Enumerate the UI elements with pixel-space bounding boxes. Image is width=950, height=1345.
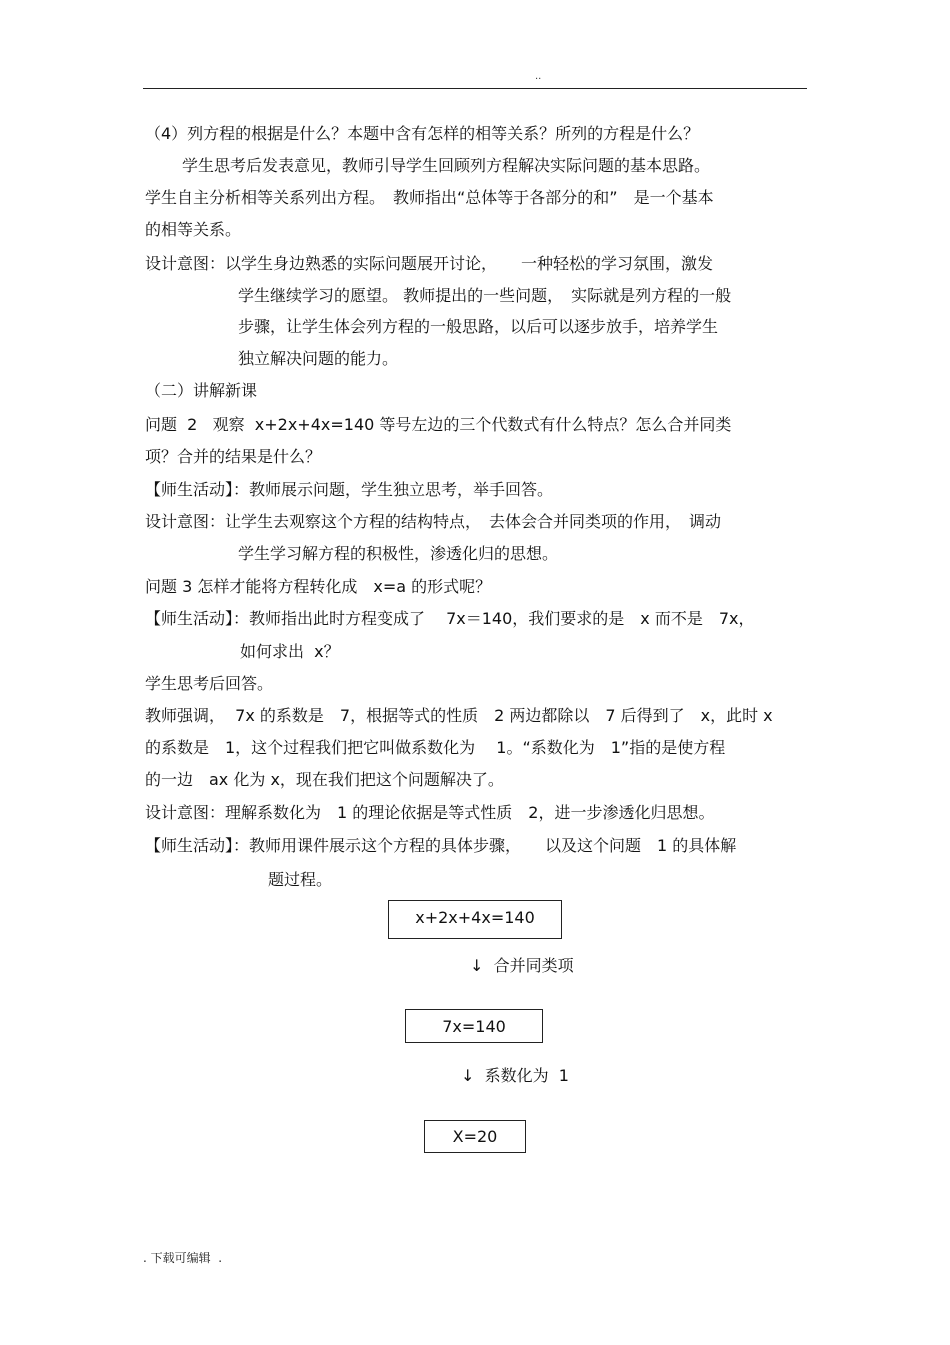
paragraph-line: 如何求出 x？: [240, 642, 340, 661]
paragraph-line: 【师生活动】：教师用课件展示这个方程的具体步骤， 以及这个问题 1 的具体解: [145, 836, 737, 855]
paragraph-line: 的一边 ax 化为 x，现在我们把这个问题解决了。: [145, 770, 504, 789]
paragraph-line: 学生学习解方程的积极性，渗透化归的思想。: [238, 544, 559, 563]
paragraph-line: 【师生活动】：教师展示问题，学生独立思考，举手回答。: [145, 480, 554, 499]
paragraph-line: 教师强调， 7x 的系数是 7，根据等式的性质 2 两边都除以 7 后得到了 x，此时 x: [145, 706, 773, 725]
paragraph-line: 设计意图：理解系数化为 1 的理论依据是等式性质 2，进一步渗透化归思想。: [145, 803, 715, 822]
footer-note: . 下载可编辑 .: [143, 1251, 223, 1265]
equation-text: 7x=140: [442, 1017, 506, 1036]
paragraph-line: （4）列方程的根据是什么？本题中含有怎样的相等关系？所列的方程是什么？: [145, 124, 700, 143]
paragraph-line: 学生思考后回答。: [145, 674, 274, 693]
paragraph-line: 学生继续学习的愿望。 教师提出的一些问题， 实际就是列方程的一般: [238, 286, 732, 305]
paragraph-line: 的相等关系。: [145, 220, 242, 239]
paragraph-line: 【师生活动】：教师指出此时方程变成了 7x＝140，我们要求的是 x 而不是 7x，: [145, 609, 755, 628]
paragraph-line: 步骤，让学生体会列方程的一般思路，以后可以逐步放手，培养学生: [238, 317, 719, 336]
paragraph-line: 题过程。: [268, 870, 333, 889]
flow-step-coefficient-to-one: ↓ 系数化为 1: [461, 1066, 569, 1085]
paragraph-line: 问题 3 怎样才能将方程转化成 x=a 的形式呢？: [145, 577, 492, 596]
paragraph-line: 问题 2 观察 x+2x+4x=140 等号左边的三个代数式有什么特点？怎么合并同类: [145, 415, 732, 434]
paragraph-line: 设计意图：以学生身边熟悉的实际问题展开讨论， 一种轻松的学习氛围，激发: [145, 254, 714, 273]
header-rule: [143, 88, 807, 89]
equation-box-combined: [405, 1009, 543, 1043]
section-heading: （二）讲解新课: [145, 381, 258, 400]
equation-box-original: [388, 900, 562, 939]
equation-text: x+2x+4x=140: [415, 908, 535, 927]
paragraph-line: 项？合并的结果是什么？: [145, 447, 322, 466]
paragraph-line: 设计意图：让学生去观察这个方程的结构特点， 去体会合并同类项的作用， 调动: [145, 512, 722, 531]
paragraph-line: 学生思考后发表意见，教师引导学生回顾列方程解决实际问题的基本思路。: [182, 156, 711, 175]
equation-text: X=20: [452, 1127, 498, 1146]
equation-box-solution: [424, 1120, 526, 1153]
paragraph-line: 学生自主分析相等关系列出方程。 教师指出“总体等于各部分的和” 是一个基本: [145, 188, 714, 207]
flow-step-combine-like-terms: ↓ 合并同类项: [470, 956, 574, 975]
paragraph-line: 的系数是 1，这个过程我们把它叫做系数化为 1。“系数化为 1”指的是使方程: [145, 738, 726, 757]
paragraph-line: 独立解决问题的能力。: [238, 349, 399, 368]
header-dots: ..: [535, 71, 542, 82]
